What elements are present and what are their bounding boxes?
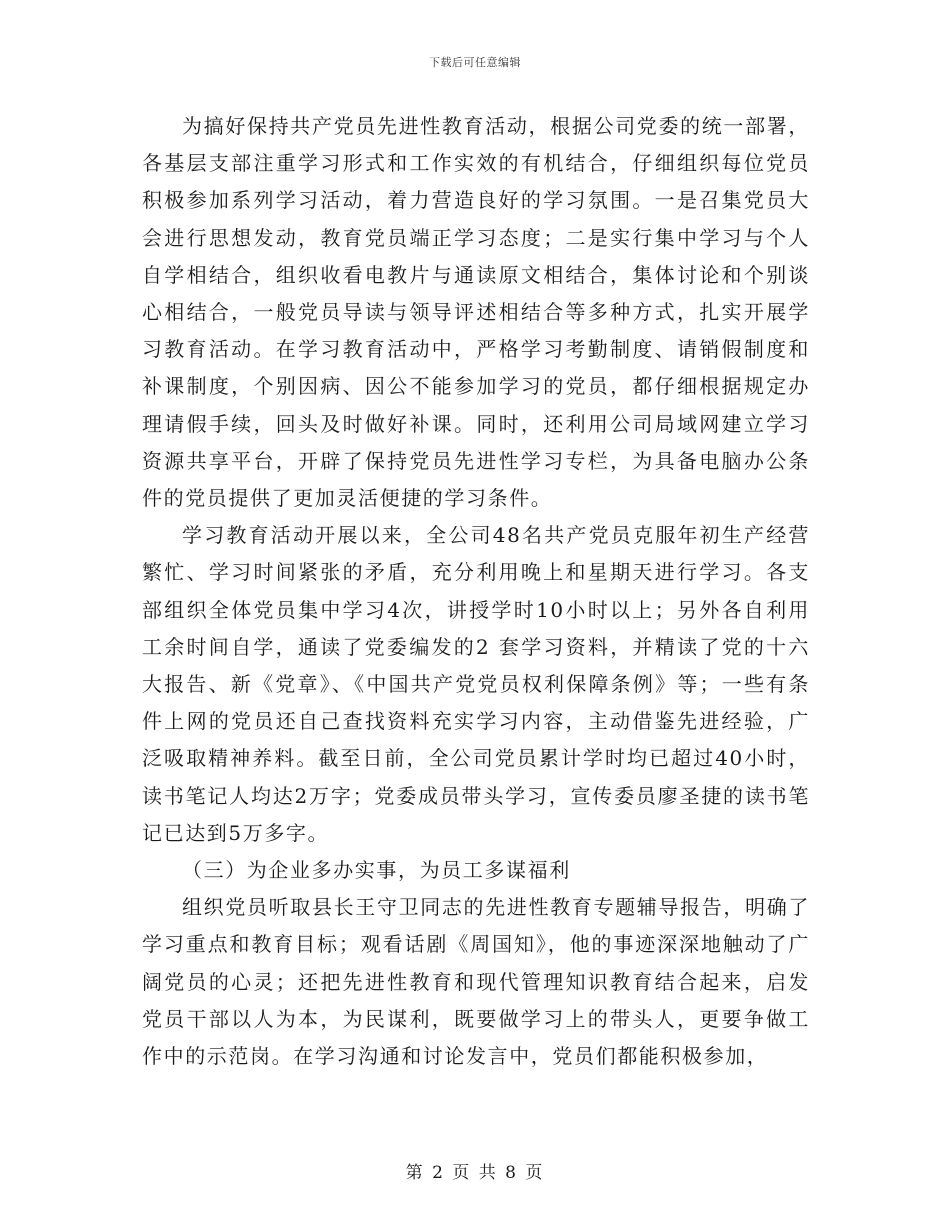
page-number-footer: 第 2 页 共 8 页	[405, 1163, 545, 1183]
paragraph-education-activities: 组织党员听取县长王守卫同志的先进性教育专题辅导报告，明确了学习重点和教育目标；观看话剧《周国知》，他的事迹深深地触动了广阔党员的心灵；还把先进性教育和现代管理知识教育结合起来，启发党员干部以人为本，为民谋利，既要做学习上的带头人，更要争做工作中的示范岗。在学习沟通和讨论发言中，党员们都能积极参加，	[142, 895, 810, 1069]
section-subheading: （三）为企业多办实事，为员工多谋福利	[182, 858, 571, 883]
page-header: 下载后可任意编辑	[429, 56, 521, 69]
paragraph-study-progress: 学习教育活动开展以来，全公司48名共产党员克服年初生产经营繁忙、学习时间紧张的矛盾，充分利用晚上和星期天进行学习。各支部组织全体党员集中学习4次，讲授学时10小时以上；另外各自利用工余时间自学，通读了党委编发的2 套学习资料，并精读了党的十六大报告、新《党章》、《中国共产党党员权利保障条例》等；一些有条件上网的党员还自己查找资料充实学习内容，主动借鉴先进经验，广泛吸取精神养料。截至日前，全公司党员累计学时均已超过40小时，读书笔记人均达2万字；党委成员带头学习，宣传委员廖圣捷的读书笔记已达到5万多字。	[142, 523, 810, 845]
document-body	[142, 108, 810, 1075]
paragraph-study-organization: 为搞好保持共产党员先进性教育活动，根据公司党委的统一部署，各基层支部注重学习形式和工作实效的有机结合，仔细组织每位党员积极参加系列学习活动，着力营造良好的学习氛围。一是召集党员大会进行思想发动，教育党员端正学习态度；二是实行集中学习与个人自学相结合，组织收看电教片与通读原文相结合，集体讨论和个别谈心相结合，一般党员导读与领导评述相结合等多种方式，扎实开展学习教育活动。在学习教育活动中，严格学习考勤制度、请销假制度和补课制度，个别因病、因公不能参加学习的党员，都仔细根据规定办理请假手续，回头及时做好补课。同时，还利用公司局域网建立学习资源共享平台，开辟了保持党员先进性学习专栏，为具备电脑办公条件的党员提供了更加灵活便捷的学习条件。	[142, 114, 810, 511]
